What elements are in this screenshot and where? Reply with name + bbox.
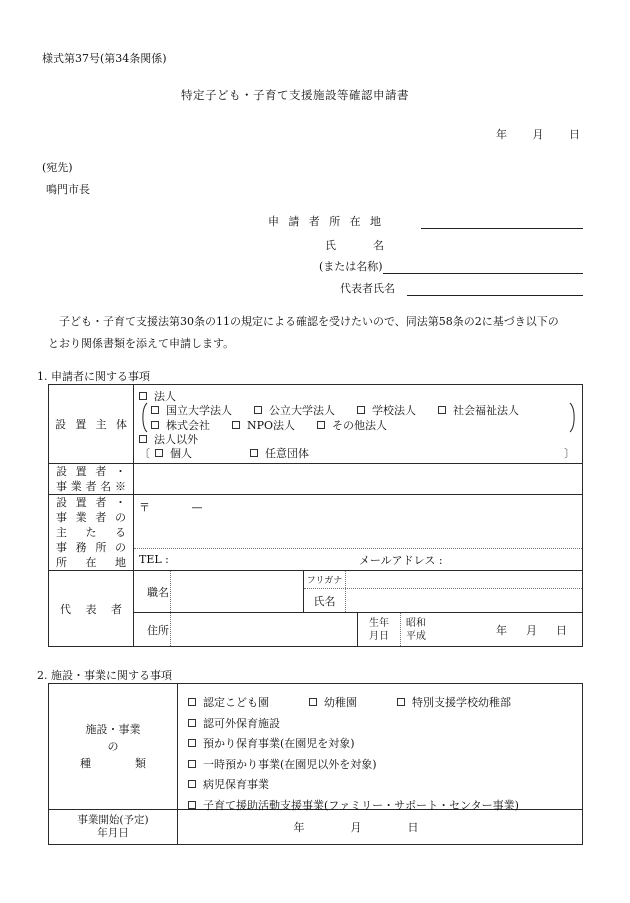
checkbox-special-support-school[interactable] <box>397 698 405 706</box>
large-paren-left-icon <box>139 402 148 433</box>
facility-type-header: 施設・事業 の 種類 <box>49 684 178 809</box>
entity-options-cell <box>134 385 582 463</box>
rep-address-cell <box>134 613 358 646</box>
date-line <box>0 126 630 142</box>
option-azukari-hoiku: 預かり保育事業(在園児を対象) <box>188 735 355 751</box>
applicant-name-field[interactable] <box>383 260 583 274</box>
checkbox-ichiji-azukari[interactable] <box>188 760 196 768</box>
representative-name-subrow <box>134 571 582 613</box>
start-date-field[interactable]: 年 月 日 <box>293 821 419 834</box>
option-stock-company: 株式会社 <box>151 417 210 433</box>
option-sick-childcare: 病児保育事業 <box>188 776 269 792</box>
option-npo: NPO法人 <box>232 417 295 433</box>
birthdate-field[interactable]: 年 月 日 <box>496 623 567 637</box>
checkbox-azukari-hoiku[interactable] <box>188 739 196 747</box>
checkbox-corporation[interactable] <box>139 392 147 400</box>
tel-label: TEL : <box>139 553 169 566</box>
operator-name-row <box>49 463 582 494</box>
date-year-label: 年 <box>496 128 507 141</box>
facility-type-options <box>178 684 582 812</box>
checkbox-voluntary-org[interactable] <box>250 449 258 457</box>
bracket-close: 〕 <box>564 447 575 460</box>
checkbox-social-welfare[interactable] <box>438 406 446 414</box>
entity-row-header <box>49 385 134 463</box>
checkbox-public-university[interactable] <box>254 406 262 414</box>
option-special-support-school: 特別支援学校幼稚部 <box>397 694 511 710</box>
name-row <box>304 589 582 612</box>
representative-cell <box>134 571 582 646</box>
postal-mark: 〒 <box>139 501 150 514</box>
furigana-field[interactable] <box>346 571 582 588</box>
applicant-table <box>48 384 583 647</box>
entity-label: 設置主体 <box>55 418 127 431</box>
checkbox-family-support[interactable] <box>188 801 196 809</box>
date-month-label: 月 <box>532 128 544 141</box>
applicant-signature-block <box>268 211 583 296</box>
option-school-corporation: 学校法人 <box>357 402 416 418</box>
checkbox-stock-company[interactable] <box>151 421 159 429</box>
applicant-name-label: 氏名 <box>325 239 384 252</box>
applicant-representative-field[interactable] <box>407 282 583 296</box>
option-other-corporation: その他法人 <box>317 417 387 433</box>
job-title-field[interactable] <box>171 571 303 612</box>
tel-mail-row <box>134 549 582 570</box>
name-label: 氏名 <box>304 589 346 612</box>
option-public-university: 公立大学法人 <box>254 402 335 418</box>
office-address-row <box>49 494 582 570</box>
name-area <box>304 571 582 612</box>
applicant-representative-label: 代表者氏名 <box>340 282 395 295</box>
operator-name-header: 設置者・ 事業者名※ <box>49 464 134 494</box>
start-date-row <box>49 809 582 844</box>
option-unlicensed-childcare: 認可外保育施設 <box>188 715 280 731</box>
intro-line-2: とおり関係書類を添えて申請します。 <box>48 337 235 350</box>
option-social-welfare: 社会福祉法人 <box>438 402 519 418</box>
addressee-name: 鳴門市長 <box>46 183 90 196</box>
checkbox-non-corporation[interactable] <box>139 435 147 443</box>
checkbox-school-corporation[interactable] <box>357 406 365 414</box>
name-field[interactable] <box>346 589 582 612</box>
checkbox-unlicensed-childcare[interactable] <box>188 719 196 727</box>
representative-row <box>49 570 582 646</box>
representative-address-subrow <box>134 613 582 646</box>
job-title-label: 職名 <box>134 571 171 612</box>
office-address-header: 設置者・ 事業者の 主たる 事務所の 所在地 <box>49 495 134 570</box>
checkbox-other-corporation[interactable] <box>317 421 325 429</box>
section2-heading: 2. 施設・事業に関する事項 <box>37 669 172 682</box>
checkbox-kindergarten[interactable] <box>309 698 317 706</box>
checkbox-npo[interactable] <box>232 421 240 429</box>
intro-text <box>48 311 583 355</box>
checkbox-national-university[interactable] <box>151 406 159 414</box>
applicant-name-alt-label: (または名称) <box>319 260 383 273</box>
checkbox-sick-childcare[interactable] <box>188 780 196 788</box>
intro-line-1: 子ども・子育て支援法第30条の11の規定による確認を受けたいので、同法第58条の2に基づき以下の <box>48 315 559 328</box>
date-day-label: 日 <box>569 128 580 141</box>
postal-dash: — <box>191 501 203 514</box>
page-title: 特定子ども・子育て支援施設等確認申請書 <box>181 88 409 102</box>
large-paren-right-icon <box>569 402 578 433</box>
option-ichiji-azukari: 一時預かり事業(在園児以外を対象) <box>188 756 377 772</box>
postal-address-field[interactable] <box>134 495 582 549</box>
option-non-corporation: 法人以外 <box>139 431 198 447</box>
section1-heading: 1. 申請者に関する事項 <box>37 370 150 383</box>
option-corporation: 法人 <box>139 388 176 404</box>
form-number: 様式第37号(第34条関係) <box>42 52 167 65</box>
facility-type-row <box>49 684 582 812</box>
addressee-label: (宛先) <box>42 161 73 174</box>
furigana-label: フリガナ <box>304 571 346 588</box>
checkbox-individual[interactable] <box>155 449 163 457</box>
option-certified-kodomoen: 認定こども園 <box>188 694 269 710</box>
office-address-cell <box>134 495 582 570</box>
option-individual: 個人 <box>155 445 192 461</box>
applicant-location-label: 申請者所在地 <box>268 215 381 228</box>
representative-header: 代表者 <box>49 571 134 646</box>
bracket-open: 〔 <box>139 447 150 460</box>
rep-address-label: 住所 <box>134 613 171 646</box>
rep-address-field[interactable] <box>171 613 357 646</box>
option-kindergarten: 幼稚園 <box>309 694 357 710</box>
job-title-cell <box>134 571 304 612</box>
mail-label: メールアドレス : <box>358 553 443 567</box>
operator-name-field[interactable] <box>134 464 582 494</box>
option-voluntary-org: 任意団体 <box>250 445 309 461</box>
furigana-row <box>304 571 582 589</box>
start-date-header: 事業開始(予定) 年月日 <box>49 810 178 844</box>
birthdate-label: 生年 月日 <box>358 613 401 646</box>
option-national-university: 国立大学法人 <box>151 402 232 418</box>
facility-table <box>48 683 583 845</box>
entity-row <box>49 385 582 463</box>
applicant-location-field[interactable] <box>421 215 583 229</box>
option-family-support: 子育て援助活動支援事業(ファミリー・サポート・センター事業) <box>188 797 519 813</box>
checkbox-certified-kodomoen[interactable] <box>188 698 196 706</box>
era-label: 昭和 平成 <box>406 617 426 642</box>
